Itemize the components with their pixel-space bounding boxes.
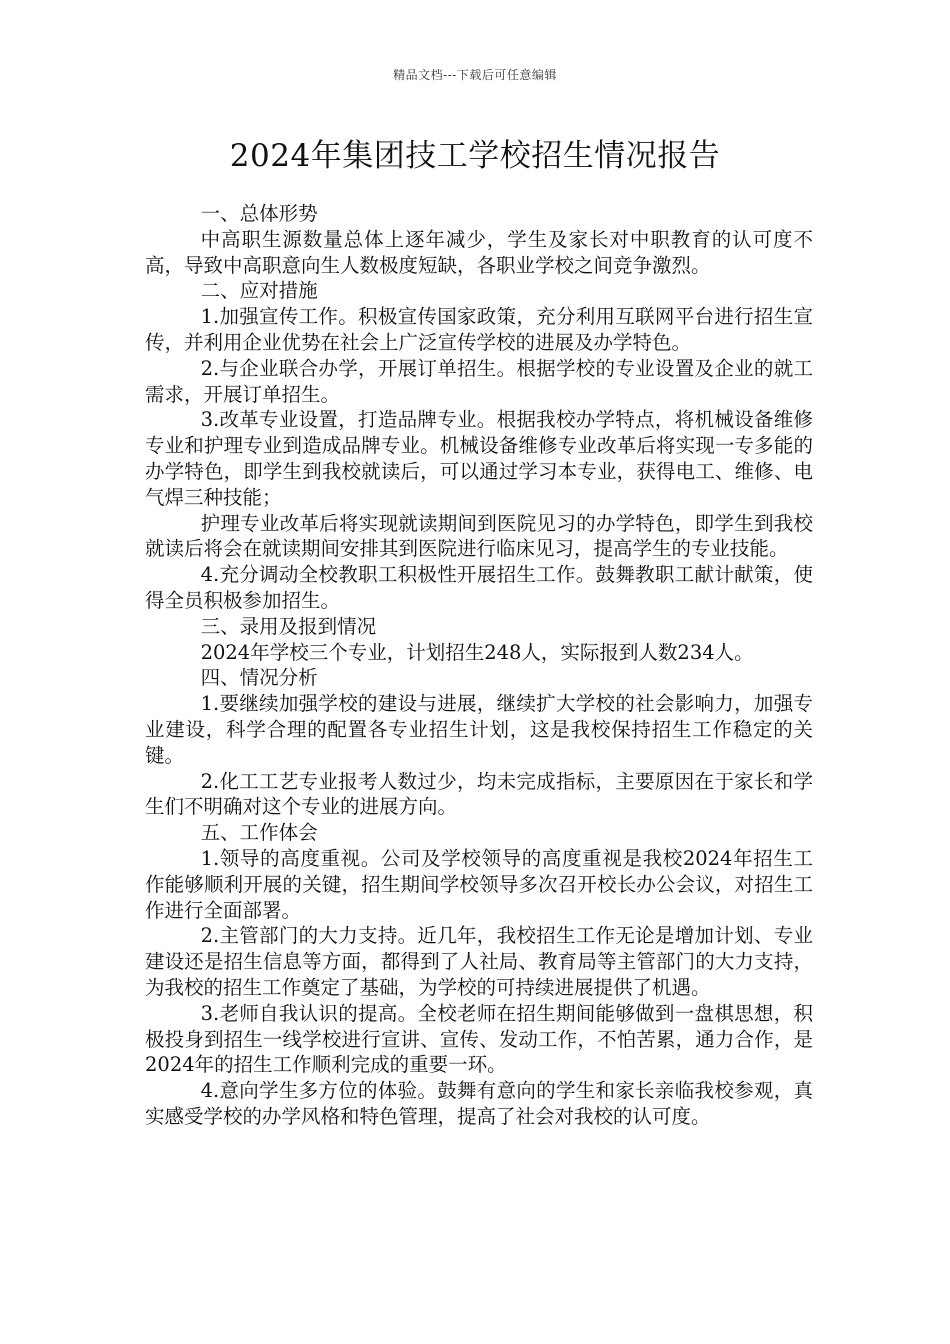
paragraph: 中高职生源数量总体上逐年减少，学生及家长对中职教育的认可度不高，导致中高职意向生人数极度短缺，各职业学校之间竞争激烈。: [145, 227, 813, 277]
paragraph: 4.意向学生多方位的体验。鼓舞有意向的学生和家长亲临我校参观，真实感受学校的办学风格和特色管理，提高了社会对我校的认可度。: [145, 1079, 813, 1128]
section-heading: 二、应对措施: [200, 279, 318, 303]
paragraph: 1.要继续加强学校的建设与进展，继续扩大学校的社会影响力，加强专业建设，科学合理的配置各专业招生计划，这是我校保持招生工作稳定的关键。: [145, 692, 813, 767]
section-heading: 四、情况分析: [200, 666, 318, 690]
paragraph: 2.化工工艺专业报考人数过少，均未完成指标，主要原因在于家长和学生们不明确对这个专业的进展方向。: [145, 769, 813, 819]
paragraph: 3.老师自我认识的提高。全校老师在招生期间能够做到一盘棋思想，积极投身到招生一线学校进行宣讲、宣传、发动工作，不怕苦累，通力合作，是2024年的招生工作顺利完成的重要一环。: [145, 1001, 813, 1077]
paragraph: 2.与企业联合办学，开展订单招生。根据学校的专业设置及企业的就工需求，开展订单招生。: [145, 356, 813, 406]
section-heading: 三、录用及报到情况: [200, 614, 377, 638]
paragraph: 1.加强宣传工作。积极宣传国家政策，充分利用互联网平台进行招生宣传，并利用企业优势在社会上广泛宣传学校的进展及办学特色。: [145, 305, 813, 354]
document-body: [145, 201, 813, 1130]
paragraph: 护理专业改革后将实现就读期间到医院见习的办学特色，即学生到我校就读后将会在就读期间安排其到医院进行临床见习，提高学生的专业技能。: [145, 511, 813, 561]
paragraph: 4.充分调动全校教职工积极性开展招生工作。鼓舞教职工献计献策，使得全员积极参加招生。: [145, 563, 813, 612]
paragraph: 3.改革专业设置，打造品牌专业。根据我校办学特点，将机械设备维修专业和护理专业到造成品牌专业。机械设备维修专业改革后将实现一专多能的办学特色，即学生到我校就读后，可以通过学习本专业，获得电工、维修、电气焊三种技能；: [145, 408, 813, 509]
paragraph: 2.主管部门的大力支持。近几年，我校招生工作无论是增加计划、专业建设还是招生信息等方面，都得到了人社局、教育局等主管部门的大力支持，为我校的招生工作奠定了基础，为学校的可持续进展提供了机遇。: [145, 924, 813, 999]
paragraph: 2024年学校三个专业，计划招生248人，实际报到人数234人。: [200, 640, 754, 664]
section-heading: 五、工作体会: [200, 821, 318, 845]
paragraph: 1.领导的高度重视。公司及学校领导的高度重视是我校2024年招生工作能够顺利开展的关键，招生期间学校领导多次召开校长办公会议，对招生工作进行全面部署。: [145, 846, 813, 922]
section-heading: 一、总体形势: [200, 202, 318, 225]
document-title: 2024年集团技工学校招生情况报告: [229, 138, 721, 174]
header-note: 精品文档---下载后可任意编辑: [393, 68, 557, 82]
